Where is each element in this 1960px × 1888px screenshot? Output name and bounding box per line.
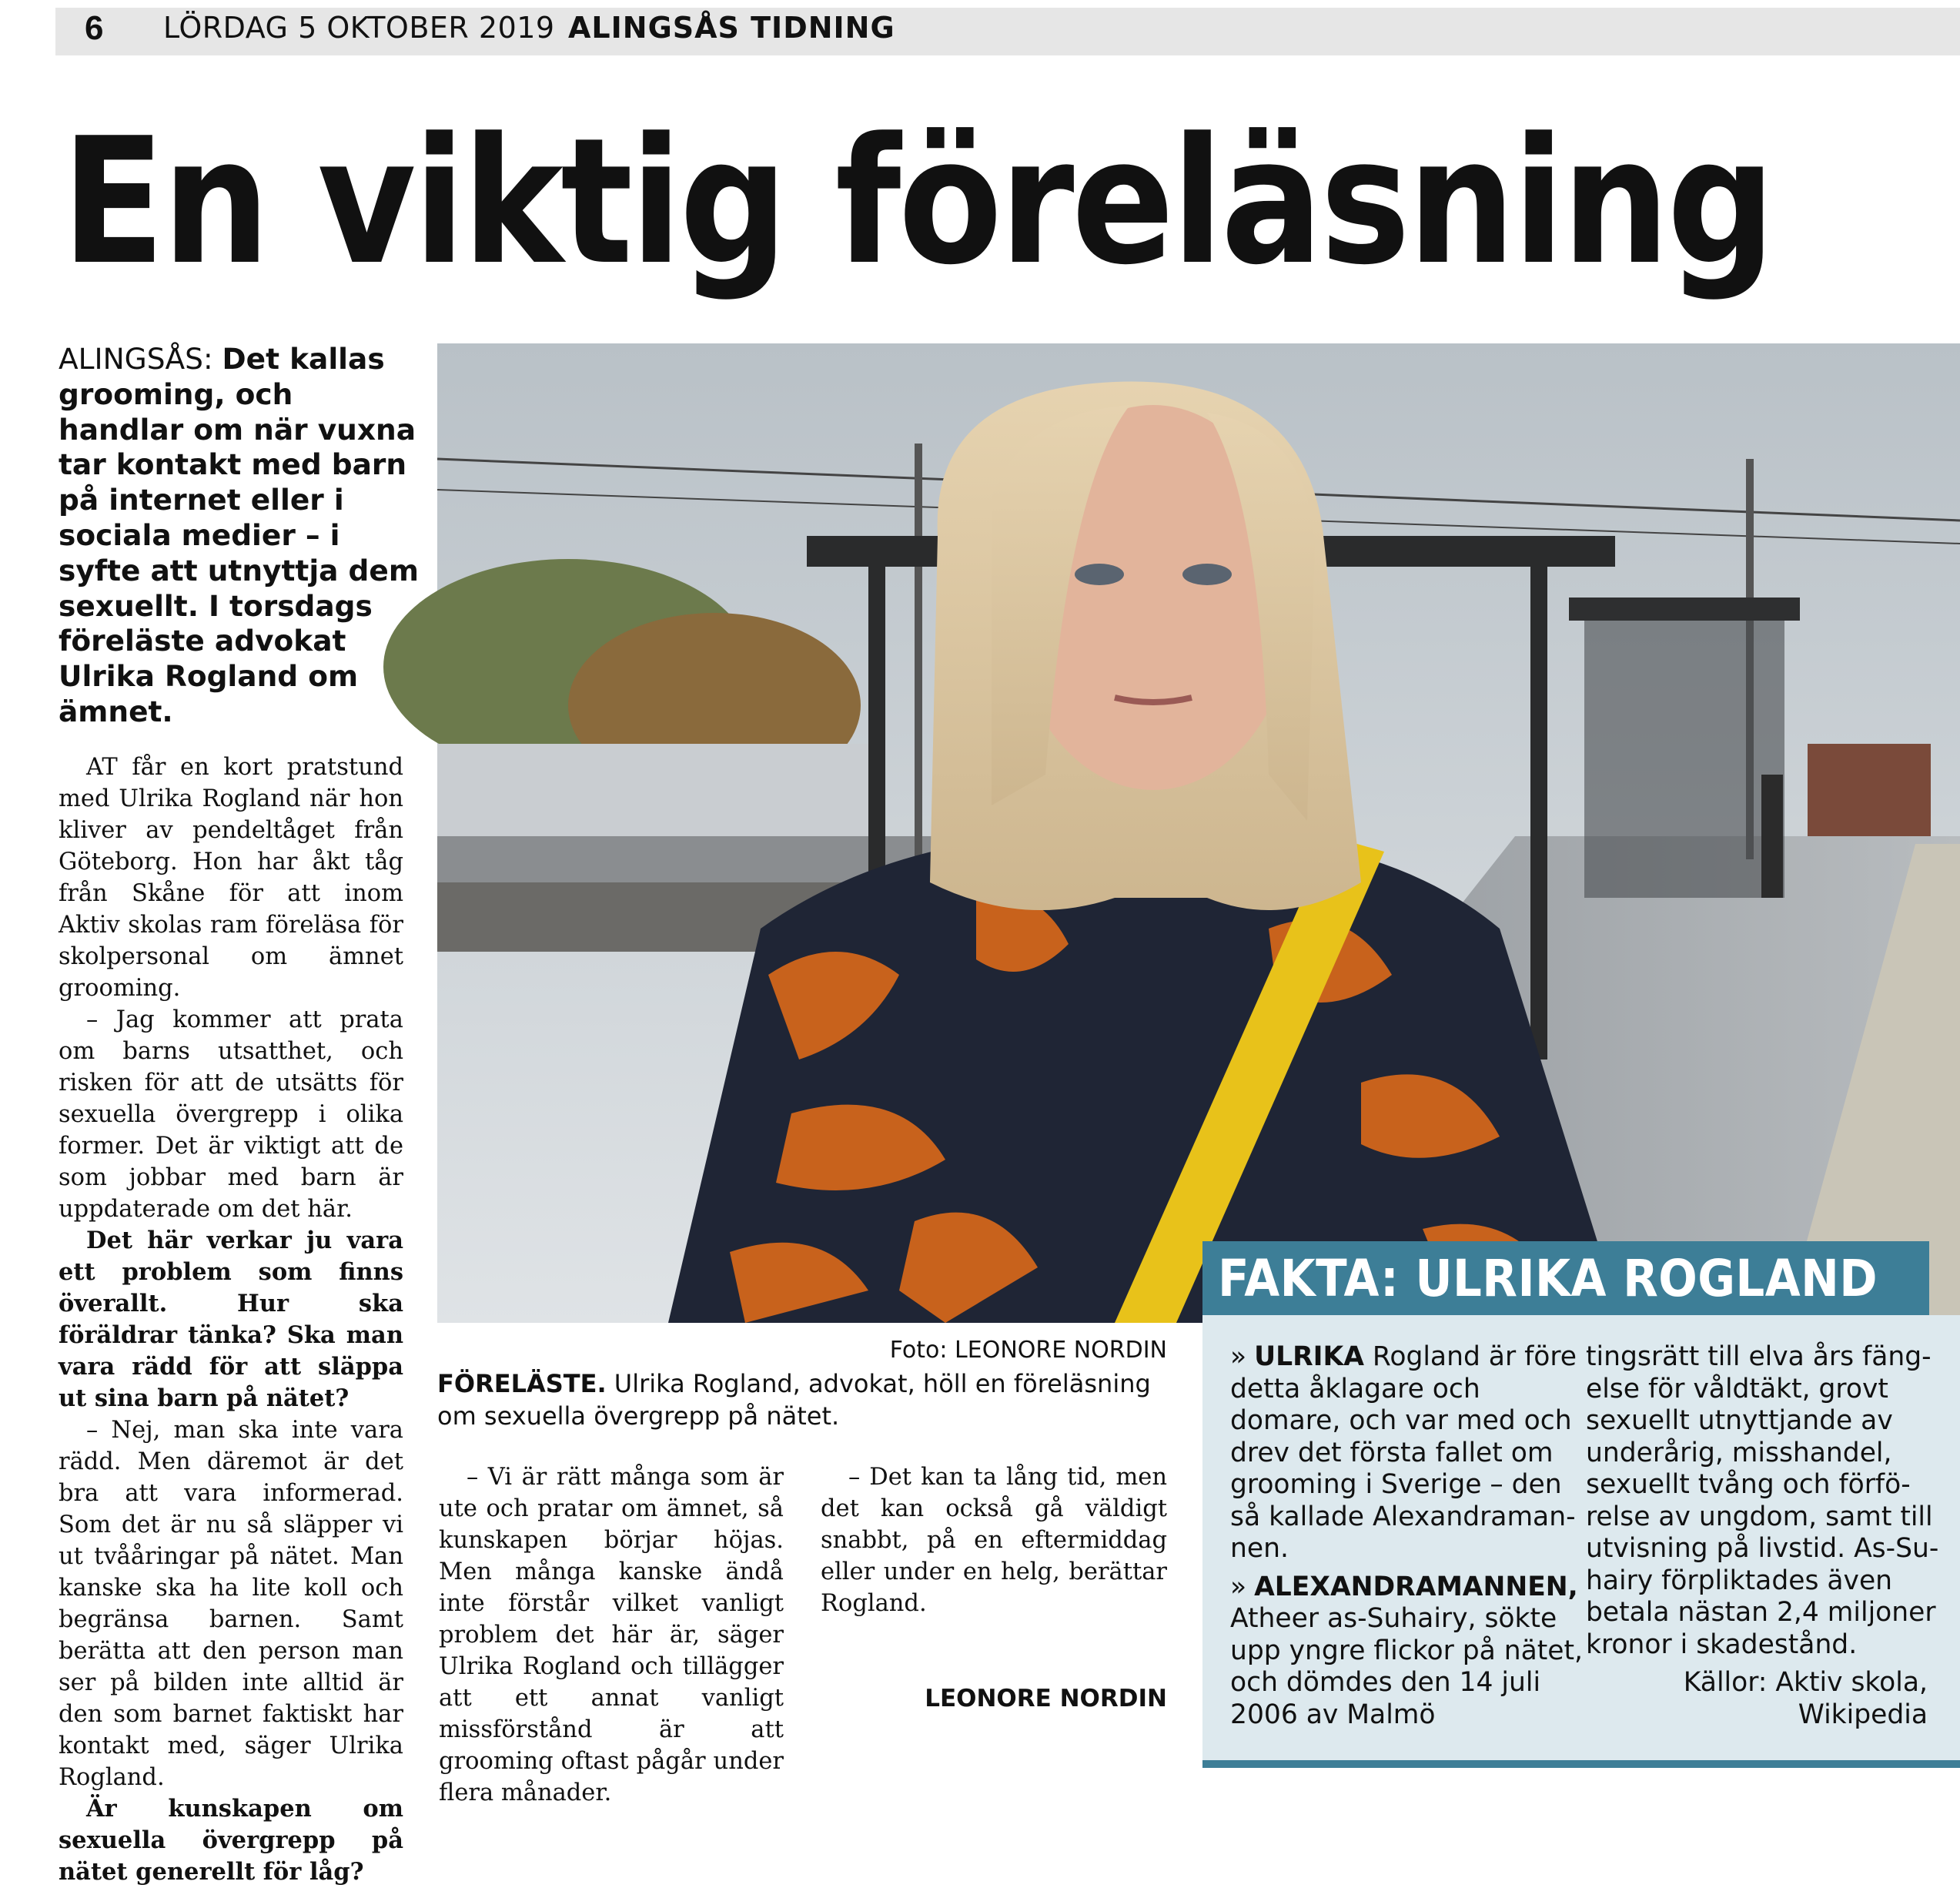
factbox-bottom-rule xyxy=(1202,1760,1960,1768)
factbox-item-lead: ALEXANDRAMANNEN, xyxy=(1254,1571,1578,1602)
issue-date: LÖRDAG 5 OKTOBER 2019 xyxy=(163,11,555,45)
factbox-item-text: Rogland är före detta åklagare och domare, och var med och drev det första fallet om grooming i Sverige – den så kallade Alexandramannen. xyxy=(1230,1341,1577,1564)
factbox-item-text: Atheer as-Suhairy, sökte upp yngre flickor på nätet, och dömdes den 14 juli 2006 av Malmö xyxy=(1230,1603,1583,1730)
caption-text: Ulrika Rogland, advokat, höll en föreläsning om sexuella övergrepp på nätet. xyxy=(437,1369,1151,1431)
bullet-chevron-icon: » xyxy=(1230,1571,1247,1602)
factbox-continuation: tingsrätt till elva års fängelse för våldtäkt, grovt sexuellt utnyttjande av underårig, misshandel, sexuellt tvång och förförelse av ungdom, samt till utvisning på livstid. As-Suhairy förpliktades även betala nästan 2,4 miljoner kronor i skadestånd. xyxy=(1586,1341,1939,1660)
caption-lead: FÖRELÄSTE. xyxy=(437,1369,607,1398)
photo-credit: Foto: LEONORE NORDIN xyxy=(889,1337,1167,1364)
dateline-location: ALINGSÅS: xyxy=(59,342,222,376)
photo-illustration xyxy=(437,343,1960,1323)
body-paragraph: – Jag kommer att prata om barns utsatthet, och risken för att de utsätts för sexuella övergrepp i olika former. Det är viktigt att de som jobbar med barn är uppdaterade om det här. xyxy=(59,1006,403,1223)
body-column-2 xyxy=(439,1461,784,1809)
factbox-item-lead: ULRIKA xyxy=(1254,1341,1364,1372)
newspaper-name: ALINGSÅS TIDNING xyxy=(568,11,895,45)
body-paragraph: – Det kan ta lång tid, men det kan också gå väldigt snabbt, på en eftermiddag eller under en helg, berättar Rogland. xyxy=(821,1464,1167,1617)
body-paragraph: – Nej, man ska inte vara rädd. Men däremot är det bra att vara informerad. Som det är nu så släpper vi ut tvååringar på nätet. Man kanske ska ha lite koll och begränsa barnen. Samt berätta att den person man ser på bilden inte alltid är den som barnet faktiskt har kontakt med, säger Ulrika Rogland. xyxy=(59,1417,403,1791)
body-column-1 xyxy=(59,752,403,1888)
article-headline: En viktig föreläsning xyxy=(62,101,1773,303)
factbox-item xyxy=(1230,1572,1586,1732)
factbox-column-2 xyxy=(1586,1341,1943,1737)
body-paragraph: AT får en kort pratstund med Ulrika Rogland när hon kliver av pendeltåget från Göteborg. Hon har åkt tåg från Skåne för att inom Aktiv skolas ram föreläsa för skolpersonal om ämnet grooming. xyxy=(59,754,403,1002)
factbox-header xyxy=(1202,1241,1929,1315)
ingress-text: Det kallas grooming, och handlar om när vuxna tar kontakt med barn på internet eller i sociala medier – i syfte att utnyttja dem sexuellt. I torsdags föreläste advokat Ulrika Rogland om ämnet. xyxy=(59,342,419,728)
interview-question: Det här verkar ju vara ett problem som finns överallt. Hur ska föräldrar tänka? Ska man vara rädd för att släppa ut sina barn på nätet? xyxy=(59,1227,403,1412)
factbox xyxy=(1202,1315,1960,1765)
article-ingress xyxy=(59,342,420,730)
factbox-item xyxy=(1230,1341,1586,1565)
photo-caption xyxy=(437,1367,1167,1432)
bullet-chevron-icon: » xyxy=(1230,1341,1247,1372)
interview-question: Är kunskapen om sexuella övergrepp på nätet generellt för låg? xyxy=(59,1795,403,1886)
body-column-3 xyxy=(821,1461,1167,1619)
factbox-column-1 xyxy=(1230,1341,1586,1737)
factbox-title: FAKTA: ULRIKA ROGLAND xyxy=(1218,1249,1878,1308)
factbox-sources: Källor: Aktiv skola, Wikipedia xyxy=(1683,1667,1928,1730)
article-byline: LEONORE NORDIN xyxy=(925,1685,1167,1712)
page-number: 6 xyxy=(85,9,104,47)
article-photo xyxy=(437,343,1960,1323)
body-paragraph: – Vi är rätt många som är ute och pratar om ämnet, så kunskapen börjar höjas. Men många kanske ändå inte förstår vilket vanligt problem det här är, säger Ulrika Rogland och tillägger att ett annat vanligt missförstånd är att grooming oftast pågår under flera månader. xyxy=(439,1464,784,1806)
